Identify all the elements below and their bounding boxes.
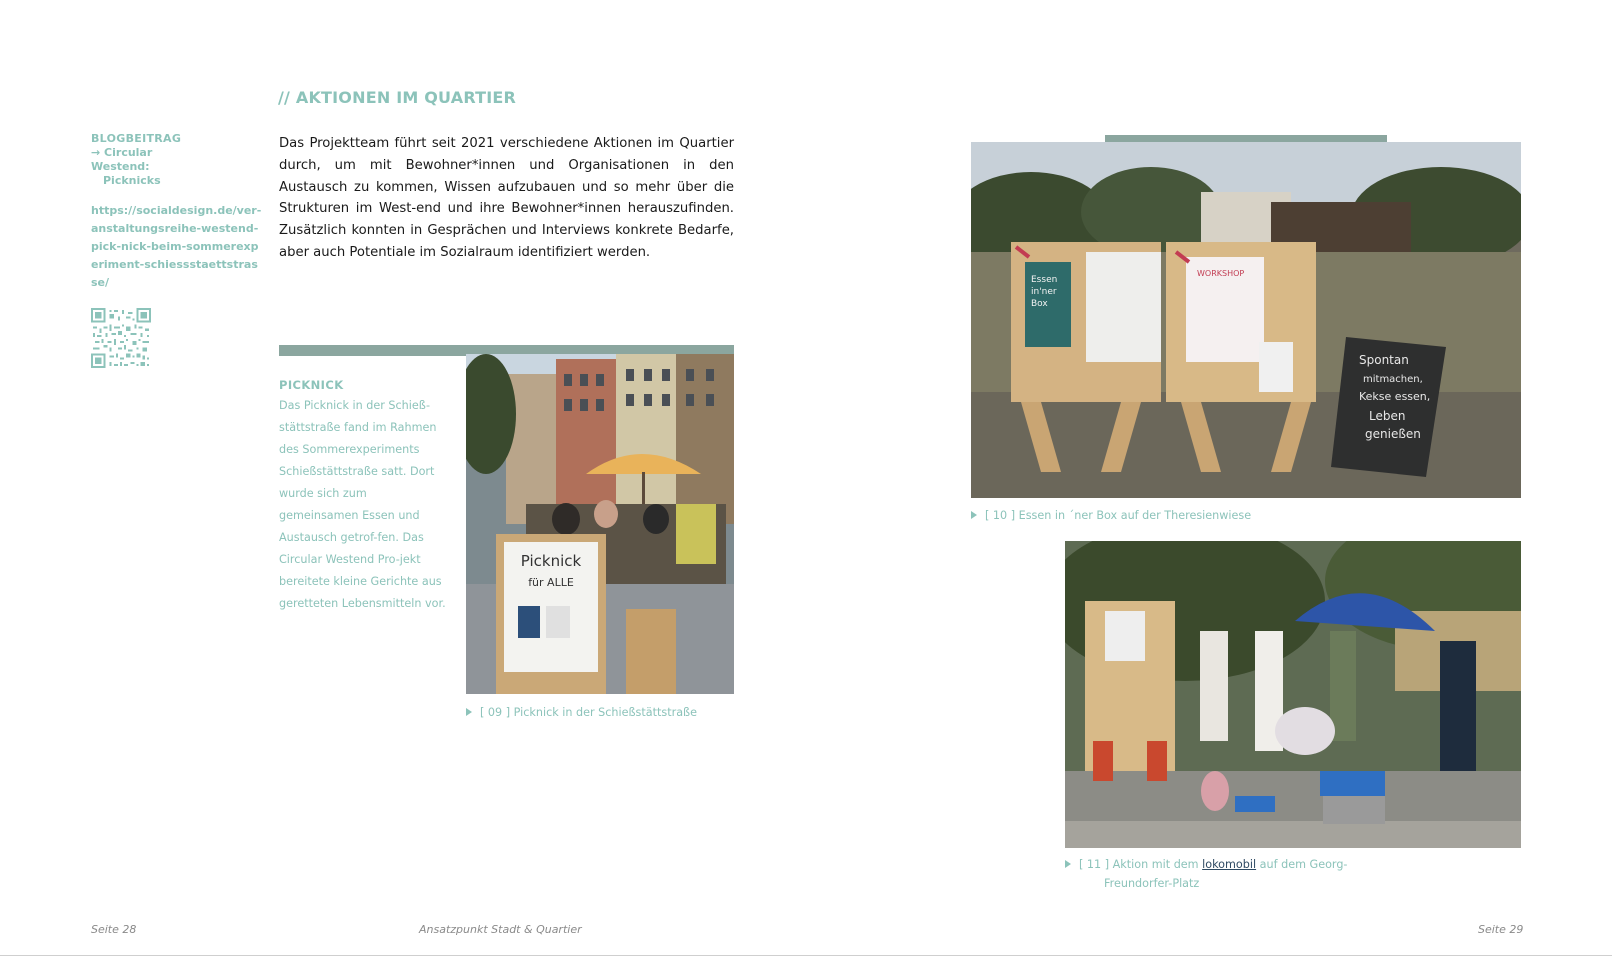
caption-marker-icon [1065, 860, 1071, 868]
caption-09-text: [ 09 ] Picknick in der Schießstättstraße [480, 706, 697, 719]
picnic-photo [466, 354, 734, 694]
svg-text:Essen: Essen [1031, 275, 1058, 285]
blog-title-line1[interactable]: → Circular Westend: [91, 146, 153, 173]
page-number-right: Seite 29 [1478, 923, 1524, 936]
blog-label: BLOGBEITRAG [91, 132, 182, 145]
blog-sidebar [91, 132, 261, 368]
picnic-label: PICKNICK [279, 378, 344, 392]
blog-url-link[interactable]: https://socialdesign.de/ver-anstaltungsreihe-westend-pick-nick-beim-sommerexperiment-schiessstaettstrasse/ [91, 204, 262, 289]
caption-10-text: [ 10 ] Essen in ´ner Box auf der Theresienwiese [985, 509, 1252, 522]
svg-text:mitmachen,: mitmachen, [1363, 374, 1423, 385]
svg-text:Kekse essen,: Kekse essen, [1359, 390, 1431, 403]
svg-text:Box: Box [1031, 299, 1048, 309]
svg-text:in'ner: in'ner [1031, 287, 1057, 297]
caption-11 [1065, 855, 1347, 893]
blog-title[interactable] [91, 146, 211, 188]
box-photo [971, 142, 1521, 498]
caption-11-line2: Freundorfer-Platz [1104, 877, 1200, 890]
caption-09 [466, 703, 697, 722]
intro-paragraph: Das Projektteam führt seit 2021 verschiedene Aktionen im Quartier durch, um mit Bewohner*innen und Organisationen in den Austausch zu kommen, Wissen aufzubauen und so mehr über die Strukturen im West-end und ihre Bewohner*innen herauszufinden. Zusätzlich konnten in Gesprächen und Interviews konkrete Bedarfe, aber auch Potentiale im Sozialraum identifiziert werden. [279, 136, 734, 260]
svg-text:Leben: Leben [1369, 409, 1406, 423]
section-heading: // AKTIONEN IM QUARTIER [278, 88, 517, 107]
footer-chapter-title: Ansatzpunkt Stadt & Quartier [419, 923, 582, 936]
svg-text:genießen: genießen [1365, 427, 1421, 441]
caption-marker-icon [466, 708, 472, 716]
picnic-text-block [279, 377, 449, 615]
svg-text:WORKSHOP: WORKSHOP [1197, 269, 1245, 278]
page-number-left: Seite 28 [91, 923, 137, 936]
svg-text:Picknick: Picknick [520, 552, 582, 570]
caption-10 [971, 506, 1251, 525]
lokomobil-photo [1065, 541, 1521, 848]
qr-code-icon[interactable] [91, 308, 151, 368]
caption-marker-icon [971, 511, 977, 519]
picnic-body: Das Picknick in der Schieß-stättstraße fand im Rahmen des Sommerexperiments Schießstättstraße satt. Dort wurde sich zum gemeinsamen Essen und Austausch getrof-fen. Das Circular Westend Pro-jekt bereitete kleine Gerichte aus geretteten Lebensmitteln vor. [279, 399, 446, 610]
bottom-divider [0, 955, 1612, 956]
svg-text:Spontan: Spontan [1359, 353, 1409, 367]
caption-11-prefix: [ 11 ] Aktion mit dem [1079, 858, 1203, 871]
caption-11-suffix: auf dem Georg- [1256, 858, 1348, 871]
lokomobil-link[interactable]: lokomobil [1202, 858, 1257, 871]
svg-text:für ALLE: für ALLE [528, 576, 574, 589]
blog-title-line2[interactable]: Picknicks [103, 174, 161, 187]
